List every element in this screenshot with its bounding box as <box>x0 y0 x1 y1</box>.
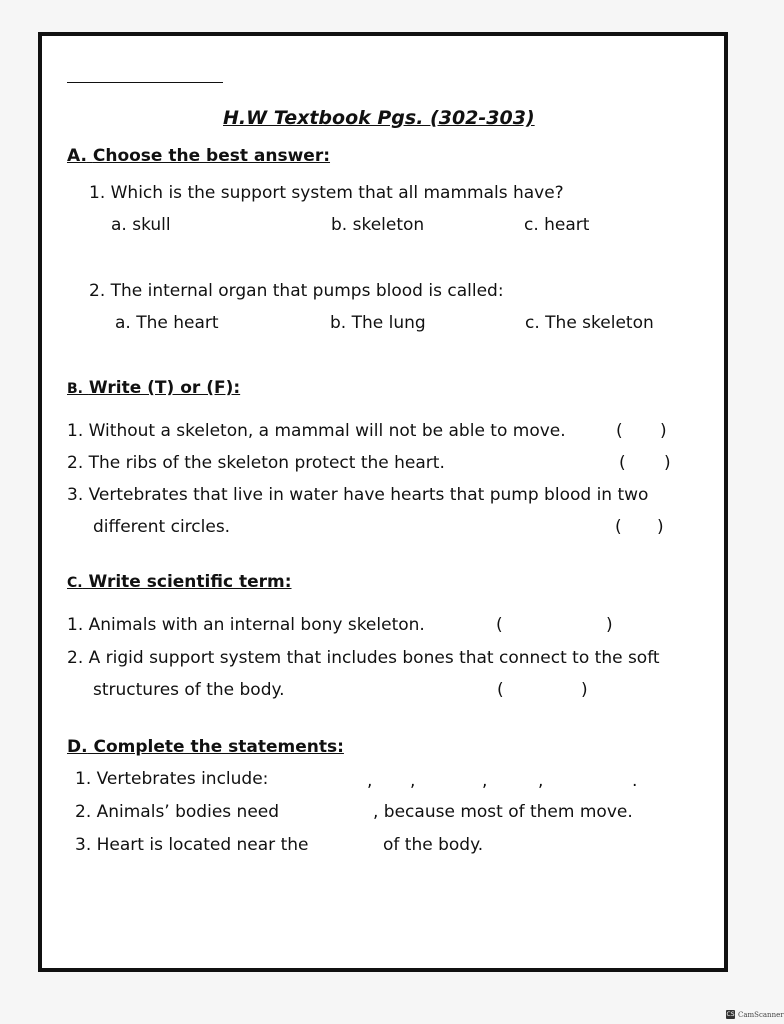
section-c-heading <box>67 572 292 593</box>
tf-paren-close-2: ) <box>664 453 671 473</box>
section-b-title: Write (T) or (F): <box>88 378 241 398</box>
tf-paren-open-1: ( <box>616 421 623 441</box>
term-item-2: 2. A rigid support system that includes bones that connect to the soft <box>67 648 660 668</box>
term-paren-close-1: ) <box>606 615 613 635</box>
option-a2-b: b. The lung <box>330 313 426 333</box>
term-paren-close-2: ) <box>581 680 588 700</box>
section-c-letter: C. <box>67 575 83 591</box>
tf-item-1: 1. Without a skeleton, a mammal will not be able to move. <box>67 421 566 441</box>
tf-item-3: 3. Vertebrates that live in water have hearts that pump blood in two <box>67 485 649 505</box>
tf-paren-open-3: ( <box>615 517 622 537</box>
term-paren-open-2: ( <box>497 680 504 700</box>
statement-2-end: , because most of them move. <box>373 802 633 822</box>
statement-3-end: of the body. <box>383 835 484 855</box>
tf-paren-close-3: ) <box>657 517 664 537</box>
question-a2: 2. The internal organ that pumps blood is called: <box>89 281 504 301</box>
camscanner-logo: CS <box>726 1011 735 1018</box>
section-b-heading <box>67 378 240 399</box>
tf-paren-close-1: ) <box>660 421 667 441</box>
name-blank-line <box>67 82 223 83</box>
question-a1: 1. Which is the support system that all mammals have? <box>89 183 564 203</box>
section-a-letter: A. <box>67 146 87 166</box>
section-d-letter: D. <box>67 737 88 757</box>
page-title: H.W Textbook Pgs. (302-303) <box>223 107 535 129</box>
statement-1-period: . <box>632 771 638 791</box>
statement-1: 1. Vertebrates include: <box>75 769 269 789</box>
section-d-heading <box>67 737 344 757</box>
section-a-heading <box>67 146 330 166</box>
statement-2-start: 2. Animals’ bodies need <box>75 802 280 822</box>
term-item-2-cont: structures of the body. <box>93 680 285 700</box>
statement-1-comma-3: , <box>482 771 488 791</box>
tf-paren-open-2: ( <box>619 453 626 473</box>
tf-item-3-cont: different circles. <box>93 517 231 537</box>
statement-3-start: 3. Heart is located near the <box>75 835 309 855</box>
section-b-letter: B. <box>67 381 83 397</box>
statement-1-comma-2: , <box>410 771 416 791</box>
tf-item-2: 2. The ribs of the skeleton protect the heart. <box>67 453 445 473</box>
term-paren-open-1: ( <box>496 615 503 635</box>
option-a1-c: c. heart <box>524 215 590 235</box>
section-a-title: Choose the best answer: <box>92 146 331 166</box>
section-d-title: Complete the statements: <box>93 737 344 757</box>
option-a1-a: a. skull <box>111 215 171 235</box>
section-c-title: Write scientific term: <box>88 572 292 592</box>
camscanner-text: CamScanner <box>738 1011 784 1019</box>
option-a2-a: a. The heart <box>115 313 219 333</box>
option-a1-b: b. skeleton <box>331 215 425 235</box>
term-item-1: 1. Animals with an internal bony skeleton. <box>67 615 425 635</box>
option-a2-c: c. The skeleton <box>525 313 654 333</box>
statement-1-comma-1: , <box>367 771 373 791</box>
statement-1-comma-4: , <box>538 771 544 791</box>
